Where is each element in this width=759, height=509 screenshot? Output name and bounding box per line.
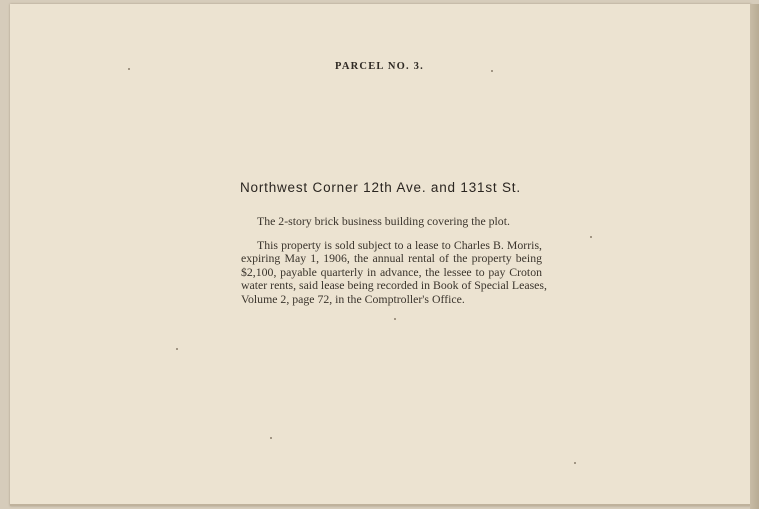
property-heading: Northwest Corner 12th Ave. and 131st St. xyxy=(240,180,521,195)
paragraph-line: water rents, said lease being recorded in Book of Special Leases, xyxy=(241,278,547,293)
paragraph-line: $2,100, payable quarterly in advance, the lessee to pay Croton xyxy=(241,264,542,279)
paper-speck xyxy=(574,462,576,464)
parcel-label: PARCEL NO. 3. xyxy=(335,61,424,72)
paragraph-line: This property is sold subject to a lease to Charles B. Morris, xyxy=(257,238,542,252)
intro-text: The 2-story brick business building covering the plot. xyxy=(257,214,510,228)
paragraph-line: expiring May 1, 1906, the annual rental of the property being xyxy=(241,251,542,266)
paper-speck xyxy=(394,318,396,320)
paragraph-line: Volume 2, page 72, in the Comptroller's Office. xyxy=(241,291,465,306)
paper-speck xyxy=(270,437,272,439)
page-edge xyxy=(750,4,759,509)
lease-paragraph xyxy=(241,238,547,306)
paper-speck xyxy=(590,236,592,238)
paper-speck xyxy=(176,348,178,350)
